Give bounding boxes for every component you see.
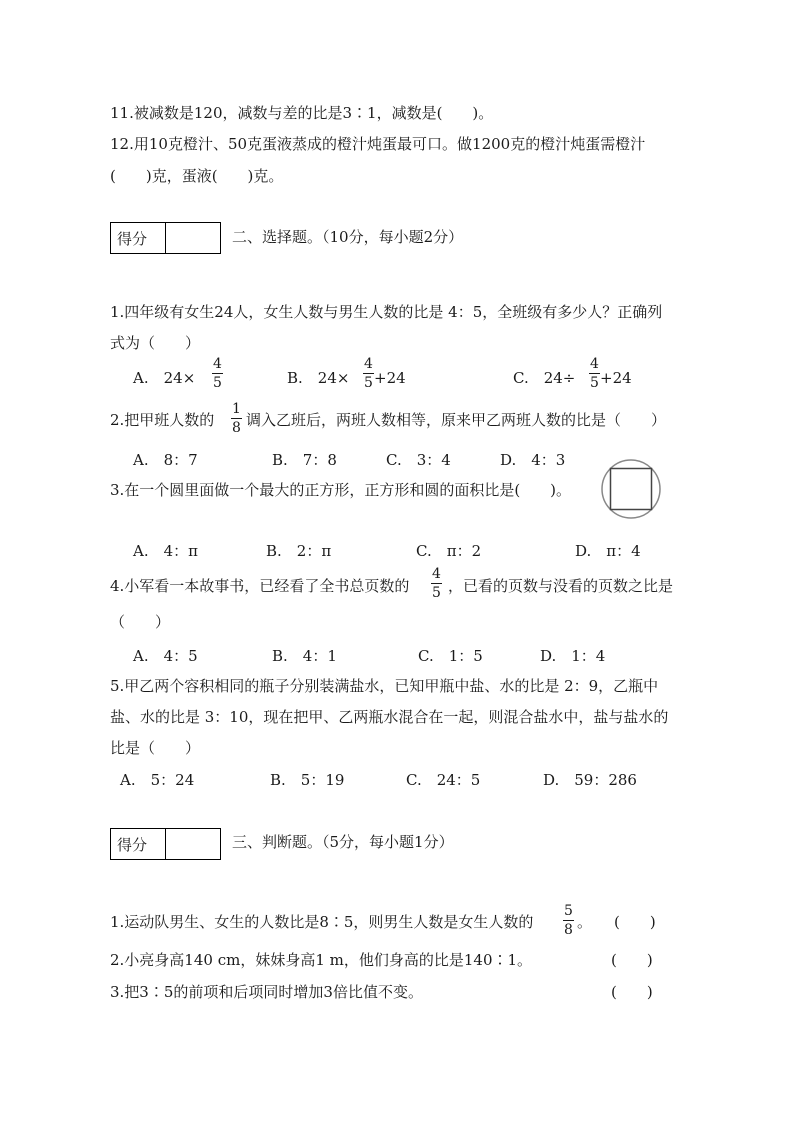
choice-q2-option-c[interactable]: C. 3：4 — [386, 451, 451, 469]
choice-q4-prefix: 4.小军看一本故事书，已经看了全书总页数的 — [110, 577, 410, 595]
score-label: 得分 — [111, 223, 166, 253]
fraction-denominator: 8 — [232, 420, 241, 436]
question-11: 11.被减数是120，减数与差的比是3∶1，减数是( )。 — [110, 104, 494, 122]
score-label: 得分 — [111, 829, 166, 859]
choice-q2-option-d[interactable]: D. 4：3 — [500, 451, 566, 469]
choice-q2-option-a[interactable]: A. 8：7 — [133, 451, 198, 469]
score-box-section-2 — [110, 222, 221, 254]
judge-q1-prefix: 1.运动队男生、女生的人数比是8∶5，则男生人数是女生人数的 — [110, 913, 534, 931]
fraction-denominator: 5 — [364, 375, 373, 391]
choice-q1-option-a[interactable]: A. 24× — [133, 369, 196, 387]
section-2-heading: 二、选择题。（10分，每小题2分） — [232, 228, 464, 246]
judge-q1-suffix: 。 — [577, 913, 593, 931]
fraction-denominator: 8 — [564, 922, 573, 938]
score-blank[interactable] — [166, 829, 220, 859]
fraction-4-5 — [212, 357, 223, 390]
choice-q5-line1: 5.甲乙两个容积相同的瓶子分别装满盐水，已知甲瓶中盐、水的比是 2：9，乙瓶中 — [110, 677, 659, 695]
fraction-numerator: 5 — [564, 903, 573, 919]
choice-q2-prefix: 2.把甲班人数的 — [110, 411, 215, 429]
fraction-numerator: 4 — [213, 356, 222, 372]
choice-q3-option-a[interactable]: A. 4：π — [133, 542, 199, 560]
score-box-section-3 — [110, 828, 221, 860]
choice-q4-suffix: ，已看的页数与没看的页数之比是 — [448, 577, 674, 595]
fraction-5-8 — [563, 904, 574, 937]
fraction-numerator: 4 — [590, 356, 599, 372]
section-3-heading: 三、判断题。（5分，每小题1分） — [232, 833, 454, 851]
question-12-line1: 12.用10克橙汁、50克蛋液蒸成的橙汁炖蛋最可口。做1200克的橙汁炖蛋需橙汁 — [110, 135, 646, 153]
judge-q3-answer-paren[interactable]: ( ) — [611, 983, 653, 1001]
choice-q4-option-c[interactable]: C. 1：5 — [418, 647, 483, 665]
choice-q5-option-a[interactable]: A. 5：24 — [120, 771, 195, 789]
choice-q4-line2: （ ） — [110, 613, 171, 631]
fraction-4-5 — [431, 567, 442, 600]
judge-q2: 2.小亮身高140 cm，妹妹身高1 m，他们身高的比是140∶1。 — [110, 951, 533, 969]
choice-q5-line3: 比是（ ） — [110, 739, 201, 757]
choice-q5-option-b[interactable]: B. 5：19 — [270, 771, 345, 789]
score-blank[interactable] — [166, 223, 220, 253]
choice-q3: 3.在一个圆里面做一个最大的正方形，正方形和圆的面积比是( )。 — [110, 481, 572, 499]
choice-q1-line1: 1.四年级有女生24人，女生人数与男生人数的比是 4：5，全班级有多少人？正确列 — [110, 303, 663, 321]
choice-q4-option-a[interactable]: A. 4：5 — [133, 647, 198, 665]
question-12-line2: ( )克，蛋液( )克。 — [110, 167, 284, 185]
choice-q1-option-c-suffix: +24 — [600, 369, 632, 387]
choice-q1-option-b[interactable]: B. 24× — [287, 369, 350, 387]
choice-q1-option-c[interactable]: C. 24÷ — [513, 369, 576, 387]
fraction-1-8 — [231, 402, 242, 435]
fraction-denominator: 5 — [432, 585, 441, 601]
choice-q5-option-c[interactable]: C. 24：5 — [406, 771, 481, 789]
choice-q1-option-b-suffix: +24 — [374, 369, 406, 387]
choice-q4-option-d[interactable]: D. 1：4 — [540, 647, 606, 665]
choice-q2-option-b[interactable]: B. 7：8 — [272, 451, 337, 469]
choice-q5-line2: 盐、水的比是 3：10，现在把甲、乙两瓶水混合在一起，则混合盐水中，盐与盐水的 — [110, 708, 669, 726]
fraction-denominator: 5 — [590, 375, 599, 391]
fraction-numerator: 4 — [364, 356, 373, 372]
fraction-denominator: 5 — [213, 375, 222, 391]
choice-q1-line2: 式为（ ） — [110, 334, 201, 352]
choice-q5-option-d[interactable]: D. 59：286 — [543, 771, 637, 789]
fraction-numerator: 1 — [232, 401, 241, 417]
choice-q3-option-c[interactable]: C. π：2 — [416, 542, 482, 560]
fraction-numerator: 4 — [432, 566, 441, 582]
figure-square — [611, 469, 652, 510]
fraction-4-5 — [363, 357, 374, 390]
judge-q2-answer-paren[interactable]: ( ) — [611, 951, 653, 969]
choice-q3-option-d[interactable]: D. π：4 — [575, 542, 641, 560]
circle-square-figure — [600, 458, 662, 520]
fraction-4-5 — [589, 357, 600, 390]
choice-q2-suffix: 调入乙班后，两班人数相等，原来甲乙两班人数的比是（ ） — [246, 411, 667, 429]
judge-q1-answer-paren[interactable]: ( ) — [614, 913, 656, 931]
choice-q4-option-b[interactable]: B. 4：1 — [272, 647, 337, 665]
choice-q3-option-b[interactable]: B. 2：π — [266, 542, 332, 560]
judge-q3: 3.把3∶5的前项和后项同时增加3倍比值不变。 — [110, 983, 423, 1001]
